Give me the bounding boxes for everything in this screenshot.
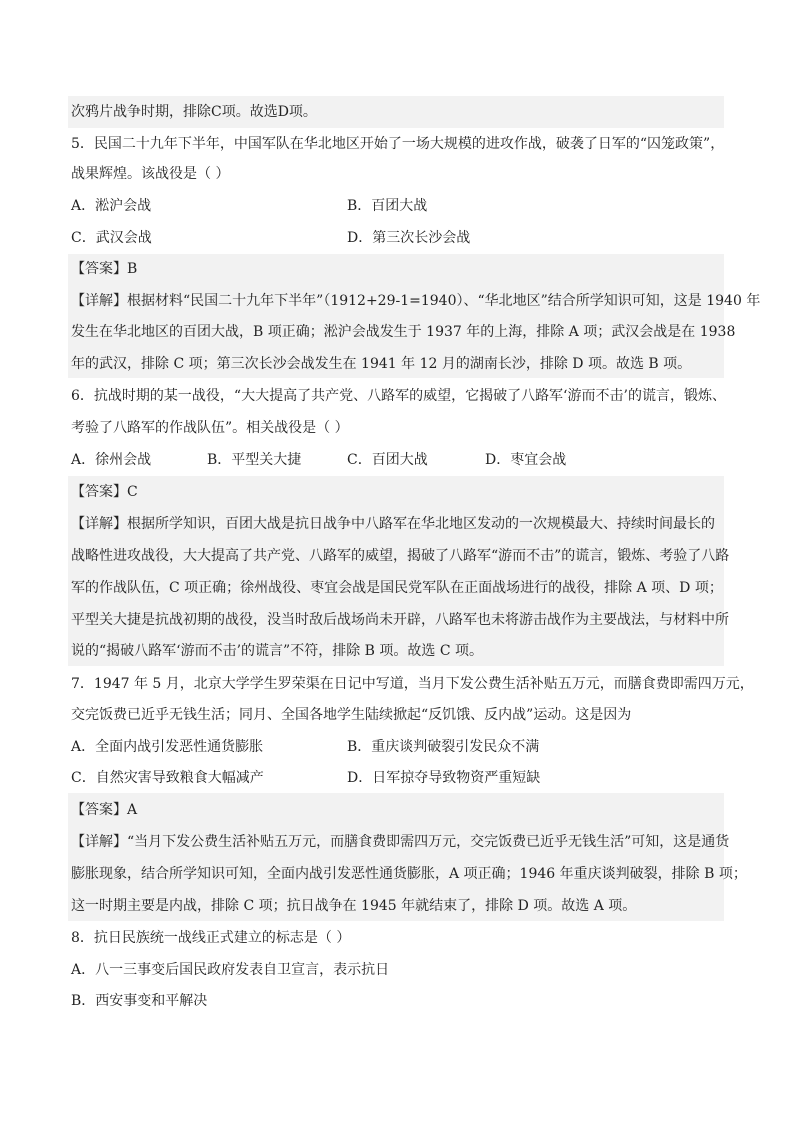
q5-option-d: D．第三次长沙会战 xyxy=(347,230,471,246)
q8-option-a: A．八一三事变后国民政府发表自卫宣言，表示抗日 xyxy=(71,962,390,978)
q7-answer: 【答案】A xyxy=(71,802,138,818)
q5-option-c: C．武汉会战 xyxy=(71,230,152,246)
q7-explain-line-3: 这一时期主要是内战，排除 C 项；抗日战争在 1945 年就结束了，排除 D 项。故选 A 项。 xyxy=(71,898,637,914)
q6-explain-line-2: 战略性进攻战役，大大提高了共产党、八路军的威望，揭破了八路军“游而不击”的谎言，锻炼、考验了八路 xyxy=(71,548,730,564)
q7-stem-line-2: 交完饭费已近乎无钱生活；同月、全国各地学生陆续掀起“反饥饿、反内战”运动。这是因为 xyxy=(71,707,632,723)
q7-option-c: C．自然灾害导致粮食大幅减产 xyxy=(71,770,264,786)
q6-stem-line-1: 6．抗战时期的某一战役，“大大提高了共产党、八路军的威望，它揭破了八路军‘游而不击’的谎言，锻炼、 xyxy=(71,388,726,404)
q6-explain-line-4: 平型关大捷是抗战初期的战役，没当时敌后战场尚未开辟，八路军也未将游击战作为主要战法，与材料中所 xyxy=(71,612,729,628)
q5-explain-line-3: 年的武汉，排除 C 项；第三次长沙会战发生在 1941 年 12 月的湖南长沙，排除 D 项。故选 B 项。 xyxy=(71,356,692,372)
q5-explain-line-1: 【详解】根据材料“民国二十九年下半年”（1912+29-1=1940）、“华北地区”结合所学知识可知，这是 1940 年 xyxy=(71,293,761,309)
q6-option-b: B．平型关大捷 xyxy=(207,452,302,468)
q6-explain-line-3: 军的作战队伍，C 项正确；徐州战役、枣宜会战是国民党军队在正面战场进行的战役，排除 A 项、D 项； xyxy=(71,580,723,596)
q5-stem-line-2: 战果辉煌。该战役是（ ） xyxy=(71,166,230,182)
q6-option-d: D．枣宜会战 xyxy=(485,452,567,468)
q8-option-b: B．西安事变和平解决 xyxy=(71,993,208,1009)
q6-explain-line-1: 【详解】根据所学知识，百团大战是抗日战争中八路军在华北地区发动的一次规模最大、持续时间最长的 xyxy=(71,516,715,532)
q6-option-a: A．徐州会战 xyxy=(71,452,152,468)
q5-explain-line-2: 发生在华北地区的百团大战，B 项正确；淞沪会战发生于 1937 年的上海，排除 A 项；武汉会战是在 1938 xyxy=(71,324,736,340)
q7-stem-line-1: 7．1947 年 5 月，北京大学学生罗荣渠在日记中写道，当月下发公费生活补贴五万元，而膳食费即需四万元， xyxy=(71,676,754,692)
q7-option-d: D．日军掠夺导致物资严重短缺 xyxy=(347,770,541,786)
q5-option-b: B．百团大战 xyxy=(347,198,428,214)
q7-explain-line-1: 【详解】“当月下发公费生活补贴五万元，而膳食费即需四万元，交完饭费已近乎无钱生活”可知，这是通货 xyxy=(71,834,730,850)
q6-answer: 【答案】C xyxy=(71,484,138,500)
q5-option-a: A．淞沪会战 xyxy=(71,198,152,214)
answer-shade-q6 xyxy=(68,476,724,666)
carry-over-text: 次鸦片战争时期，排除C项。故选D项。 xyxy=(71,104,317,120)
q7-option-a: A．全面内战引发恶性通货膨胀 xyxy=(71,739,264,755)
q5-answer: 【答案】B xyxy=(71,261,138,277)
q5-stem-line-1: 5．民国二十九年下半年，中国军队在华北地区开始了一场大规模的进攻作战，破袭了日军的“囚笼政策”， xyxy=(71,136,725,152)
q6-explain-line-5: 说的“揭破八路军‘游而不击’的谎言”不符，排除 B 项。故选 C 项。 xyxy=(71,643,484,659)
q8-stem: 8．抗日民族统一战线正式建立的标志是（ ） xyxy=(71,930,351,946)
q7-explain-line-2: 膨胀现象，结合所学知识可知，全面内战引发恶性通货膨胀，A 项正确；1946 年重庆谈判破裂，排除 B 项； xyxy=(71,866,747,882)
q7-option-b: B．重庆谈判破裂引发民众不满 xyxy=(347,739,540,755)
q6-stem-line-2: 考验了八路军的作战队伍”。相关战役是（ ） xyxy=(71,420,349,436)
q6-option-c: C．百团大战 xyxy=(347,452,428,468)
